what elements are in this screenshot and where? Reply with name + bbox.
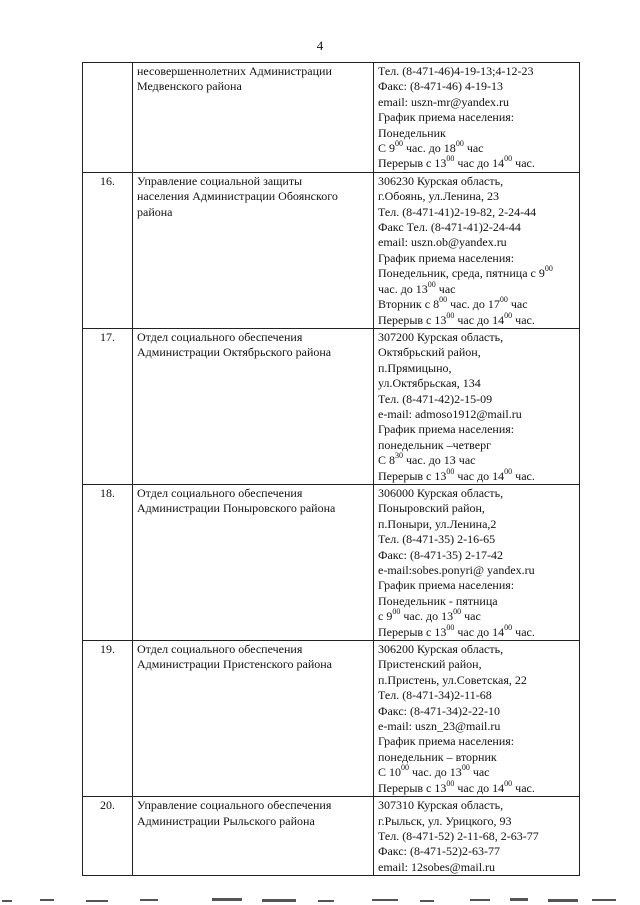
schedule-text: час. до 13 — [409, 765, 462, 780]
contact-cell — [374, 328, 580, 484]
row-number: 18. — [83, 484, 133, 640]
contact-line: 306200 Курская область, — [378, 642, 504, 657]
contact-line: 306230 Курская область, — [378, 173, 504, 188]
contact-line: ул.Октябрьская, 134 — [378, 376, 481, 391]
organization-name-line: Управление социального обеспечения — [137, 798, 332, 813]
organization-name-line: Администрации Октябрьского района — [137, 345, 332, 360]
row-number: 19. — [83, 641, 133, 797]
contact-line: email: uszn-mr@yandex.ru — [378, 94, 510, 109]
organization-cell — [133, 797, 374, 876]
table-row — [83, 328, 580, 484]
schedule-line — [378, 156, 575, 171]
contact-line: Понедельник — [378, 125, 446, 140]
schedule-minutes-superscript: 30 — [395, 451, 404, 461]
schedule-minutes-superscript: 00 — [446, 622, 455, 632]
contact-line: График приема населения: — [378, 734, 515, 749]
schedule-text: Понедельник, среда, пятница с 9 — [378, 266, 545, 281]
schedule-text: час — [469, 765, 490, 780]
contact-cell — [374, 797, 580, 876]
row-number: 20. — [83, 797, 133, 876]
schedule-text: Вторник с 8 — [378, 297, 440, 312]
table-row — [83, 63, 580, 173]
schedule-text: Перерыв с 13 — [378, 156, 447, 171]
scan-artifact-strip — [0, 894, 640, 905]
contact-line: e-mail:sobes.ponyri@ yandex.ru — [378, 563, 535, 577]
contact-line: г.Обоянь, ул.Ленина, 23 — [378, 189, 499, 204]
contact-line: 307200 Курская область, — [378, 329, 504, 344]
schedule-text: час. — [512, 624, 535, 639]
contact-line: График приема населения: — [378, 110, 515, 125]
contact-line: e-mail: admoso1912@mail.ru — [378, 406, 522, 421]
table-row — [83, 172, 580, 328]
schedule-minutes-superscript: 00 — [446, 310, 455, 320]
schedule-minutes-superscript: 00 — [504, 622, 513, 632]
contact-line: Факс: (8-471-34)2-22-10 — [378, 703, 500, 718]
schedule-line — [378, 310, 575, 328]
organization-cell — [133, 641, 374, 797]
schedule-line — [378, 778, 575, 796]
contact-line: Понедельник - пятница — [378, 593, 498, 608]
contact-cell — [374, 484, 580, 640]
organization-name-line: Отдел социального обеспечения — [137, 329, 303, 344]
schedule-text: час. — [512, 468, 535, 483]
organization-cell — [133, 484, 374, 640]
contact-line: понедельник –четверг — [378, 437, 492, 452]
contact-line: Тел. (8-471-42)2-15-09 — [378, 391, 493, 406]
contact-line: 307310 Курская область, — [378, 798, 504, 813]
contact-line: п.Пристень, ул.Советская, 22 — [378, 672, 527, 687]
table-row — [83, 797, 580, 876]
schedule-minutes-superscript: 00 — [499, 295, 508, 305]
row-number: 17. — [83, 328, 133, 484]
schedule-text: час. до 17 — [447, 297, 500, 312]
schedule-minutes-superscript: 00 — [504, 310, 513, 320]
schedule-text: час — [435, 281, 456, 296]
schedule-text: с 9 — [378, 609, 393, 624]
schedule-line — [378, 279, 575, 297]
contact-line: понедельник – вторник — [378, 749, 497, 764]
contact-line: Факс: (8-471-35) 2-17-42 — [378, 547, 503, 562]
schedule-minutes-superscript: 00 — [504, 154, 513, 164]
organization-name-line: Отдел социального обеспечения — [137, 642, 303, 657]
organization-cell — [133, 63, 374, 173]
organization-name-line: района — [137, 204, 173, 219]
schedule-minutes-superscript: 00 — [446, 778, 455, 788]
organization-name-line: Администрации Пристенского района — [137, 657, 333, 672]
schedule-minutes-superscript: 00 — [395, 139, 404, 149]
schedule-text: час. — [512, 312, 535, 327]
schedule-text: час до 14 — [454, 156, 505, 171]
contact-line: Поныровский район, — [378, 501, 485, 516]
contact-line: Тел. (8-471-46)4-19-13;4-12-23 — [378, 64, 534, 78]
schedule-text: час до 14 — [454, 468, 505, 483]
schedule-minutes-superscript: 00 — [504, 466, 513, 476]
contact-line: Тел. (8-471-35) 2-16-65 — [378, 532, 496, 547]
organization-name-line: Администрации Рыльского района — [137, 813, 315, 828]
schedule-text: час — [461, 609, 481, 624]
schedule-minutes-superscript: 00 — [504, 778, 513, 788]
schedule-minutes-superscript: 00 — [446, 154, 455, 164]
table-row — [83, 641, 580, 797]
schedule-line — [378, 609, 575, 624]
schedule-minutes-superscript: 00 — [439, 295, 448, 305]
organization-name-line: несовершеннолетних Администрации — [137, 64, 332, 78]
schedule-line — [378, 141, 575, 156]
row-number: 16. — [83, 172, 133, 328]
schedule-text: Перерыв с 13 — [378, 624, 447, 639]
organization-name-line: Администрации Поныровского района — [137, 501, 336, 516]
schedule-line — [378, 266, 575, 281]
contact-line: email: 12sobes@mail.ru — [378, 859, 496, 874]
contact-line: График приема населения: — [378, 578, 515, 593]
schedule-text: час. — [512, 780, 535, 795]
schedule-line — [378, 765, 575, 780]
schedule-minutes-superscript: 00 — [455, 139, 464, 149]
schedule-text: час. до 13 — [378, 281, 428, 296]
contact-cell — [374, 63, 580, 173]
schedule-minutes-superscript: 00 — [446, 466, 455, 476]
schedule-minutes-superscript: 00 — [401, 763, 410, 773]
contact-line: 306000 Курская область, — [378, 485, 504, 500]
schedule-text: час до 14 — [454, 780, 505, 795]
contact-line: п.Поныри, ул.Ленина,2 — [378, 516, 497, 531]
schedule-line — [378, 453, 575, 468]
schedule-line — [378, 622, 575, 640]
contact-line: Тел. (8-471-52) 2-11-68, 2-63-77 — [378, 828, 539, 843]
contact-line: Тел. (8-471-41)2-19-82, 2-24-44 — [378, 204, 537, 219]
schedule-line — [378, 297, 575, 312]
contact-line: Факс: (8-471-52)2-63-77 — [378, 844, 500, 859]
contact-line: График приема населения: — [378, 250, 515, 265]
schedule-minutes-superscript: 00 — [427, 279, 436, 289]
schedule-minutes-superscript: 00 — [461, 763, 470, 773]
schedule-text: С 9 — [378, 141, 396, 156]
page-number: 4 — [316, 38, 324, 53]
schedule-text: Перерыв с 13 — [378, 468, 447, 483]
contact-line: п.Прямицыно, — [378, 360, 452, 375]
table-row — [83, 484, 580, 640]
schedule-text: час до 14 — [454, 624, 505, 639]
contact-line: Пристенский район, — [378, 657, 482, 672]
contact-line: e-mail: uszn_23@mail.ru — [378, 719, 501, 734]
schedule-text: С 8 — [378, 453, 396, 468]
contacts-table-body — [83, 63, 580, 876]
schedule-text: час. до 18 — [403, 141, 456, 156]
schedule-minutes-superscript: 00 — [544, 264, 553, 274]
row-number — [83, 63, 133, 173]
contact-cell — [374, 641, 580, 797]
schedule-text: С 10 — [378, 765, 402, 780]
schedule-text: Перерыв с 13 — [378, 312, 447, 327]
contact-line: График приема населения: — [378, 422, 515, 437]
contact-line: Октябрьский район, — [378, 345, 481, 360]
organization-cell — [133, 172, 374, 328]
contact-cell — [374, 172, 580, 328]
contact-line: email: uszn.ob@yandex.ru — [378, 235, 507, 250]
organization-name-line: Медвенского района — [137, 79, 242, 94]
schedule-text: Перерыв с 13 — [378, 780, 447, 795]
contact-line: г.Рыльск, ул. Урицкого, 93 — [378, 813, 512, 828]
schedule-minutes-superscript: 00 — [453, 607, 462, 617]
schedule-line — [378, 466, 575, 484]
schedule-text: час. до 13 час — [403, 453, 476, 468]
organization-cell — [133, 328, 374, 484]
contact-line: Факс Тел. (8-471-41)2-24-44 — [378, 220, 521, 235]
organization-name-line: Отдел социального обеспечения — [137, 485, 303, 500]
contacts-table — [82, 62, 580, 876]
contact-line: Факс: (8-471-46) 4-19-13 — [378, 79, 503, 94]
schedule-text: час — [463, 141, 484, 156]
schedule-text: час — [507, 297, 528, 312]
schedule-text: час. до 13 — [400, 609, 454, 624]
schedule-text: час до 14 — [454, 312, 505, 327]
organization-name-line: Управление социальной защиты — [137, 173, 303, 188]
contact-line: Тел. (8-471-34)2-11-68 — [378, 688, 492, 703]
schedule-minutes-superscript: 00 — [392, 607, 401, 617]
schedule-text: час. — [512, 156, 535, 171]
organization-name-line: населения Администрации Обоянского — [137, 189, 338, 204]
